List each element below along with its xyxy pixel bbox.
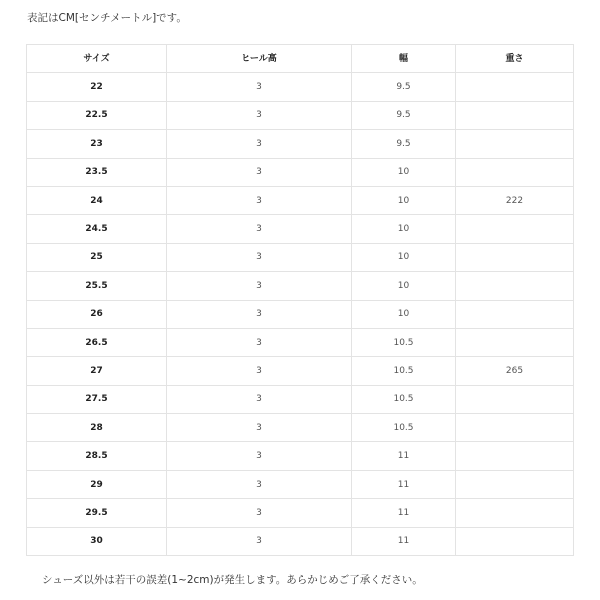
weight-cell: 265 [456,357,574,385]
size-cell: 27.5 [27,385,167,413]
weight-cell [456,527,574,555]
heel-height-cell: 3 [167,130,352,158]
table-row [27,130,574,158]
heel-height-cell: 3 [167,101,352,129]
heel-height-cell: 3 [167,328,352,356]
weight-cell [456,101,574,129]
table-row [27,300,574,328]
width-cell: 9.5 [352,130,456,158]
weight-cell [456,158,574,186]
heel-height-cell: 3 [167,442,352,470]
weight-cell: 222 [456,186,574,214]
size-cell: 22 [27,73,167,101]
table-header-row [27,45,574,73]
table-row [27,385,574,413]
weight-cell [456,499,574,527]
table-row [27,215,574,243]
size-cell: 26.5 [27,328,167,356]
heel-height-cell: 3 [167,243,352,271]
heel-height-cell: 3 [167,215,352,243]
size-cell: 25 [27,243,167,271]
size-cell: 25.5 [27,272,167,300]
size-cell: 24 [27,186,167,214]
width-cell: 10.5 [352,328,456,356]
header-size: サイズ [27,45,167,73]
table-row [27,328,574,356]
heel-height-cell: 3 [167,499,352,527]
width-cell: 9.5 [352,73,456,101]
size-cell: 28.5 [27,442,167,470]
table-row [27,527,574,555]
size-cell: 26 [27,300,167,328]
weight-cell [456,130,574,158]
size-cell: 27 [27,357,167,385]
unit-note: 表記はCM[センチメートル]です。 [27,12,187,24]
heel-height-cell: 3 [167,186,352,214]
size-cell: 23.5 [27,158,167,186]
table-row [27,73,574,101]
size-cell: 29.5 [27,499,167,527]
heel-height-cell: 3 [167,527,352,555]
size-cell: 28 [27,414,167,442]
heel-height-cell: 3 [167,414,352,442]
width-cell: 10.5 [352,414,456,442]
width-cell: 10 [352,300,456,328]
table-row [27,442,574,470]
table-row [27,186,574,214]
width-cell: 10 [352,243,456,271]
weight-cell [456,414,574,442]
table-row [27,357,574,385]
tolerance-note: シューズ以外は若干の誤差(1~2cm)が発生します。あらかじめご了承ください。 [42,574,423,586]
table-row [27,499,574,527]
heel-height-cell: 3 [167,385,352,413]
heel-height-cell: 3 [167,73,352,101]
weight-cell [456,272,574,300]
width-cell: 10.5 [352,385,456,413]
header-heel-height: ヒール高 [167,45,352,73]
heel-height-cell: 3 [167,470,352,498]
table-row [27,272,574,300]
heel-height-cell: 3 [167,158,352,186]
table-body [27,73,574,556]
size-cell: 24.5 [27,215,167,243]
size-cell: 22.5 [27,101,167,129]
table-row [27,470,574,498]
weight-cell [456,300,574,328]
heel-height-cell: 3 [167,272,352,300]
width-cell: 11 [352,442,456,470]
width-cell: 11 [352,470,456,498]
width-cell: 9.5 [352,101,456,129]
heel-height-cell: 3 [167,300,352,328]
width-cell: 10 [352,215,456,243]
weight-cell [456,215,574,243]
weight-cell [456,243,574,271]
width-cell: 10 [352,272,456,300]
weight-cell [456,470,574,498]
table-row [27,243,574,271]
table-row [27,158,574,186]
weight-cell [456,442,574,470]
weight-cell [456,385,574,413]
size-cell: 23 [27,130,167,158]
table-row [27,101,574,129]
header-width: 幅 [352,45,456,73]
header-weight: 重さ [456,45,574,73]
width-cell: 11 [352,499,456,527]
width-cell: 10 [352,158,456,186]
weight-cell [456,328,574,356]
width-cell: 11 [352,527,456,555]
width-cell: 10 [352,186,456,214]
weight-cell [456,73,574,101]
size-cell: 29 [27,470,167,498]
table-row [27,414,574,442]
size-table [26,44,574,556]
heel-height-cell: 3 [167,357,352,385]
size-cell: 30 [27,527,167,555]
width-cell: 10.5 [352,357,456,385]
